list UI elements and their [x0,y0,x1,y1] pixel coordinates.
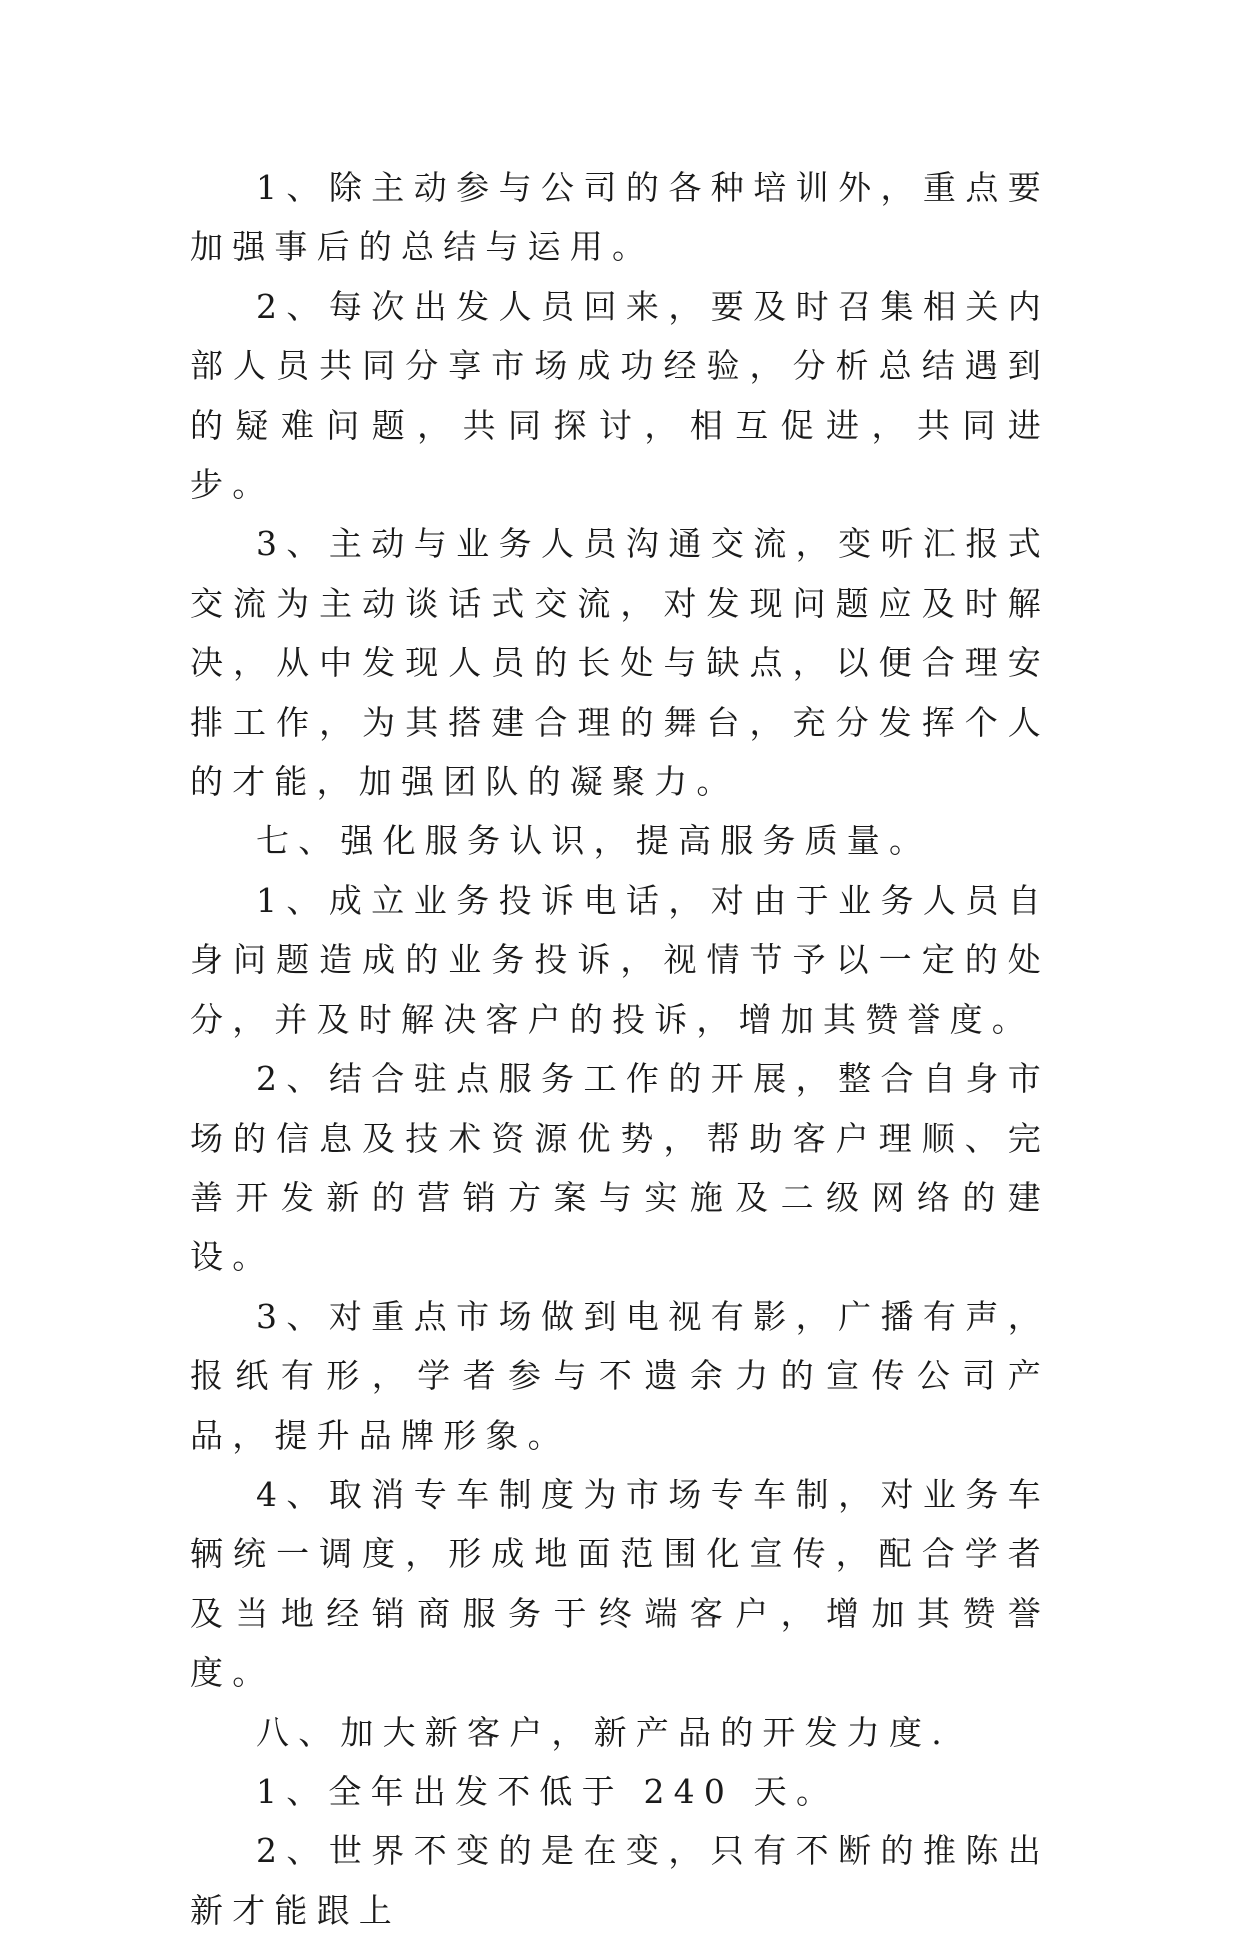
section-heading-8: 八、加大新客户，新产品的开发力度. [256,1712,951,1752]
paragraph-2: 2、每次出发人员回来，要及时召集相关内部人员共同分享市场成功经验，分析总结遇到的疑难问题，共同探讨，相互促进，共同进步。 [190,286,1050,505]
paragraph-1: 1、除主动参与公司的各种培训外，重点要加强事后的总结与运用。 [190,168,1050,267]
paragraph-8: 1、全年出发不低于 240 天。 [256,1771,839,1811]
document-body [190,158,1050,1940]
paragraph-6: 3、对重点市场做到电视有影，广播有声，报纸有形，学者参与不遗余力的宣传公司产品，提升品牌形象。 [190,1296,1050,1455]
section-heading-7: 七、强化服务认识，提高服务质量。 [256,821,932,861]
paragraph-5: 2、结合驻点服务工作的开展，整合自身市场的信息及技术资源优势，帮助客户理顺、完善开发新的营销方案与实施及二级网络的建设。 [190,1059,1050,1277]
paragraph-9: 2、世界不变的是在变，只有不断的推陈出新才能跟上 [190,1831,1050,1930]
paragraph-7: 4、取消专车制度为市场专车制，对业务车辆统一调度，形成地面范围化宣传，配合学者及当地经销商服务于终端客户，增加其赞誉度。 [190,1474,1050,1693]
paragraph-3: 3、主动与业务人员沟通交流，变听汇报式交流为主动谈话式交流，对发现问题应及时解决，从中发现人员的长处与缺点，以便合理安排工作，为其搭建合理的舞台，充分发挥个人的才能，加强团队的凝聚力。 [190,524,1050,802]
paragraph-4: 1、成立业务投诉电话，对由于业务人员自身问题造成的业务投诉，视情节予以一定的处分，并及时解决客户的投诉，增加其赞誉度。 [190,880,1050,1039]
